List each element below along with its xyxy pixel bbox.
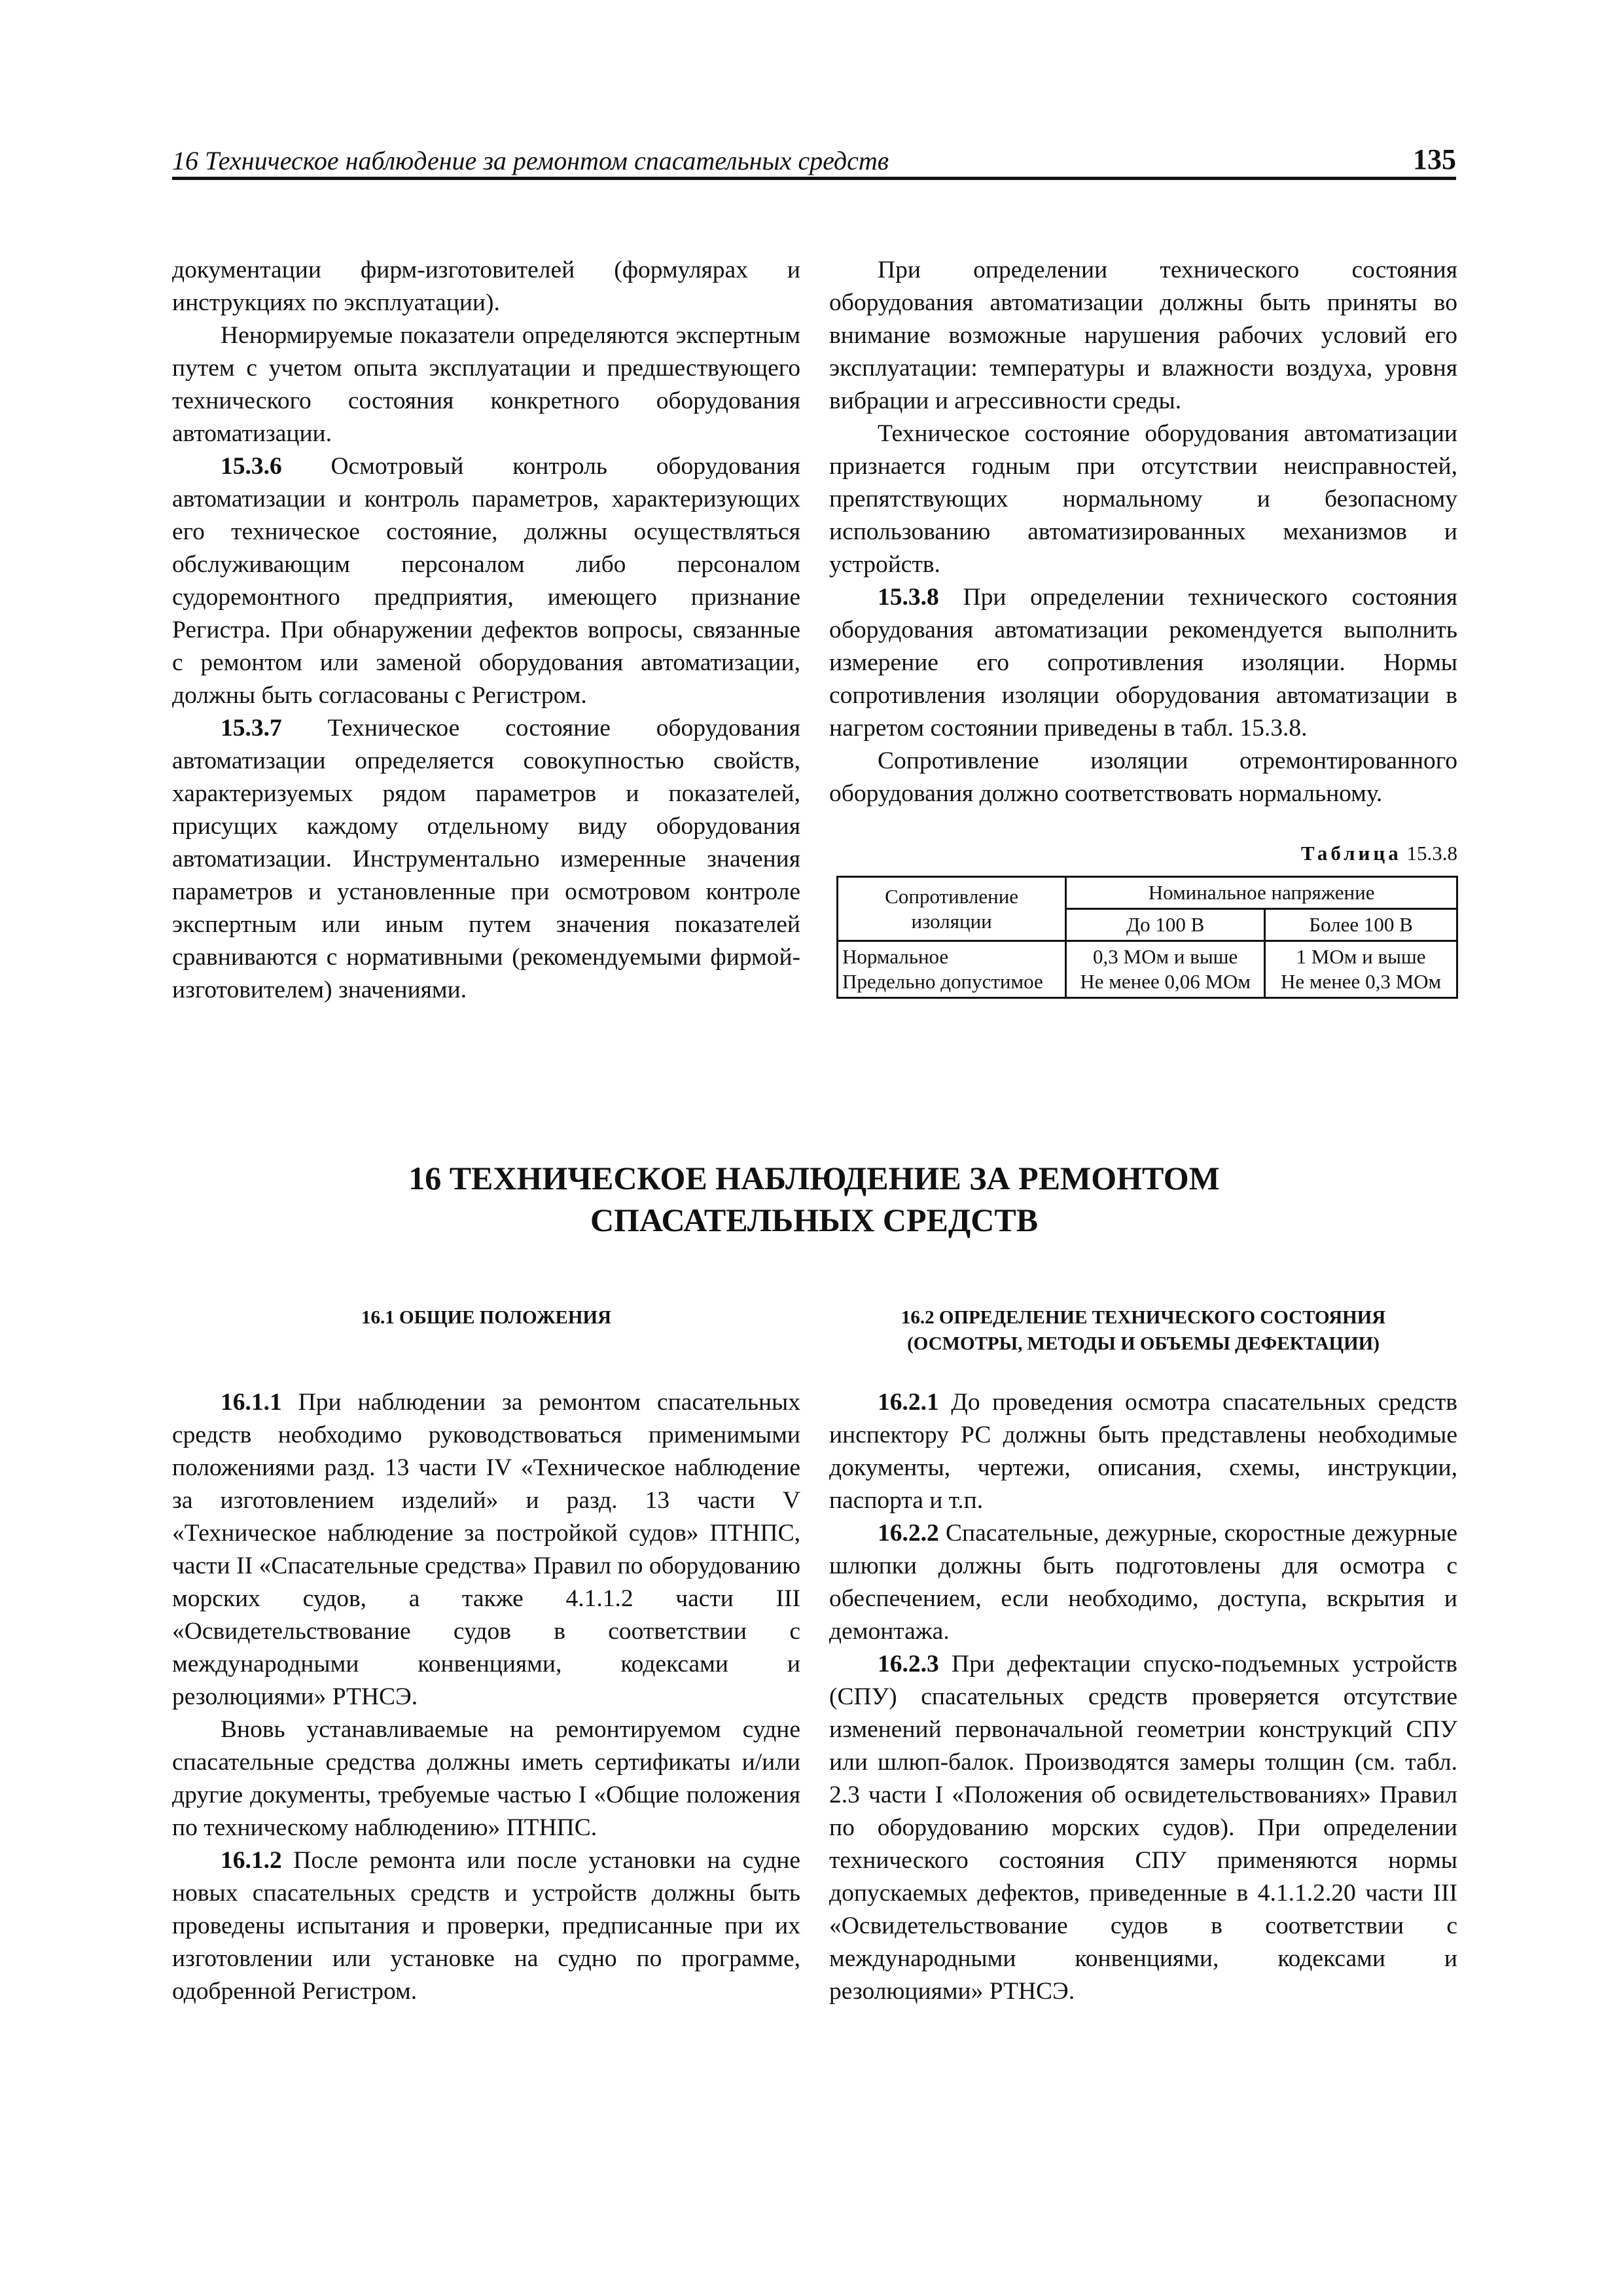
top-right-column xyxy=(829,254,1457,810)
table-cell-over-100v: 1 МОм и выше Не менее 0,3 МОм xyxy=(1265,941,1457,998)
table-header-up-to-100v: До 100 В xyxy=(1066,909,1265,941)
paragraph: 15.3.7 Техническое состояние оборудования автоматизации определяется совокупностью свойств, характеризуемых рядом параметров и показателей, присущих каждому отдельному виду оборудования автоматизации. Инструментально измеренные значения параметров и установленные при осмотровом контроле экспертным или иным путем значения показателей сравниваются с нормативными (рекомендуемыми фирмой-изготовителем) значениями. xyxy=(172,715,800,1003)
clause-number: 16.1.1 xyxy=(221,1389,282,1416)
page-number: 135 xyxy=(1413,143,1456,175)
table-caption-number: 15.3.8 xyxy=(1406,842,1457,865)
table-caption-word: Таблица xyxy=(1301,842,1402,865)
header-rule xyxy=(172,177,1456,180)
table-header-voltage: Номинальное напряжение xyxy=(1066,877,1457,909)
paragraph: Сопротивление изоляции отремонтированного оборудования должно соответствовать нормальному. xyxy=(829,747,1457,807)
paragraph: Вновь устанавливаемые на ремонтируемом судне спасательные средства должны иметь сертификаты и/или другие документы, требуемые частью I «Общие положения по техническому наблюдению» ПТНПС. xyxy=(172,1716,800,1841)
table-caption xyxy=(1283,842,1457,865)
clause-number: 15.3.7 xyxy=(221,715,282,742)
table-header-resistance: Сопротивление изоляции xyxy=(838,877,1066,941)
paragraph: При определении технического состояния оборудования автоматизации должны быть приняты во внимание возможные нарушения рабочих условий его эксплуатации: температуры и влажности воздуха, уровня вибрации и агрессивности среды. xyxy=(829,257,1457,414)
table-row-labels: Нормальное Предельно допустимое xyxy=(838,941,1066,998)
paragraph: Техническое состояние оборудования автоматизации признается годным при отсутствии неисправностей, препятствующих нормальному и безопасному использованию автоматизированных механизмов и устройств. xyxy=(829,420,1457,578)
paragraph: 16.1.1 При наблюдении за ремонтом спасательных средств необходимо руководствоваться применимыми положениями разд. 13 части IV «Техническое наблюдение за изготовлением изделий» и разд. 13 части V «Техническое наблюдение за постройкой судов» ПТНПС, части II «Спасательные средства» Правил по оборудованию морских судов, а также 4.1.1.2 части III «Освидетельствование судов в соответствии с международными конвенциями, кодексами и резолюциями» РТНСЭ. xyxy=(172,1389,800,1710)
paragraph: 16.2.1 До проведения осмотра спасательных средств инспектору РС должны быть представлены необходимые документы, чертежи, описания, схемы, инструкции, паспорта и т.п. xyxy=(829,1389,1457,1514)
paragraph: 16.2.2 Спасательные, дежурные, скоростные дежурные шлюпки должны быть подготовлены для осмотра с обеспечением, если необходимо, доступа, вскрытия и демонтажа. xyxy=(829,1520,1457,1645)
clause-number: 16.2.2 xyxy=(878,1520,939,1547)
bottom-left-column xyxy=(172,1386,800,2008)
paragraph: Ненормируемые показатели определяются экспертным путем с учетом опыта эксплуатации и предшествующего технического состояния конкретного оборудования автоматизации. xyxy=(172,322,800,447)
paragraph: 15.3.6 Осмотровый контроль оборудования автоматизации и контроль параметров, характеризующих его техническое состояние, должны осуществляться обслуживающим персоналом либо персоналом судоремонтного предприятия, имеющего признание Регистра. При обнаружении дефектов вопросы, связанные с ремонтом или заменой оборудования автоматизации, должны быть согласованы с Регистром. xyxy=(172,453,800,709)
paragraph: 16.1.2 После ремонта или после установки на судне новых спасательных средств и устройств должны быть проведены испытания и проверки, предписанные при их изготовлении или установке на судно по программе, одобренной Регистром. xyxy=(172,1847,800,2005)
clause-number: 16.2.3 xyxy=(878,1651,939,1677)
paragraph: 16.2.3 При дефектации спуско-подъемных устройств (СПУ) спасательных средств проверяется отсутствие изменений первоначальной геометрии конструкций СПУ или шлюп-балок. Производятся замеры толщин (см. табл. 2.3 части I «Положения об освидетельствованиях» Правил по оборудованию морских судов). При определении технического состояния СПУ применяются нормы допускаемых дефектов, приведенные в 4.1.1.2.20 части III «Освидетельствование судов в соответствии с международными конвенциями, кодексами и резолюциями» РТНСЭ. xyxy=(829,1651,1457,2005)
clause-number: 16.1.2 xyxy=(221,1847,282,1874)
bottom-right-column xyxy=(829,1386,1457,2008)
clause-number: 15.3.8 xyxy=(878,584,939,611)
table-header-over-100v: Более 100 В xyxy=(1265,909,1457,941)
running-header-title: 16 Техническое наблюдение за ремонтом спасательных средств xyxy=(172,146,889,175)
running-header xyxy=(172,143,1456,179)
clause-number: 15.3.6 xyxy=(221,453,282,480)
subsection-title-16-1: 16.1 ОБЩИЕ ПОЛОЖЕНИЯ xyxy=(361,1307,611,1328)
section-title: 16 ТЕХНИЧЕСКОЕ НАБЛЮДЕНИЕ ЗА РЕМОНТОМ СПАСАТЕЛЬНЫХ СРЕДСТВ xyxy=(408,1160,1220,1238)
top-left-column xyxy=(172,254,800,1007)
paragraph: документации фирм-изготовителей (формулярах и инструкциях по эксплуатации). xyxy=(172,257,800,316)
subsection-title-16-2: 16.2 ОПРЕДЕЛЕНИЕ ТЕХНИЧЕСКОГО СОСТОЯНИЯ (ОСМОТРЫ, МЕТОДЫ И ОБЪЕМЫ ДЕФЕКТАЦИИ) xyxy=(901,1307,1386,1354)
table-cell-up-to-100v: 0,3 МОм и выше Не менее 0,06 МОм xyxy=(1066,941,1265,998)
paragraph: 15.3.8 При определении технического состояния оборудования автоматизации рекомендуется выполнить измерение его сопротивления изоляции. Нормы сопротивления изоляции оборудования автоматизации в нагретом состоянии приведены в табл. 15.3.8. xyxy=(829,584,1457,742)
clause-number: 16.2.1 xyxy=(878,1389,939,1416)
insulation-resistance-table xyxy=(836,876,1458,999)
